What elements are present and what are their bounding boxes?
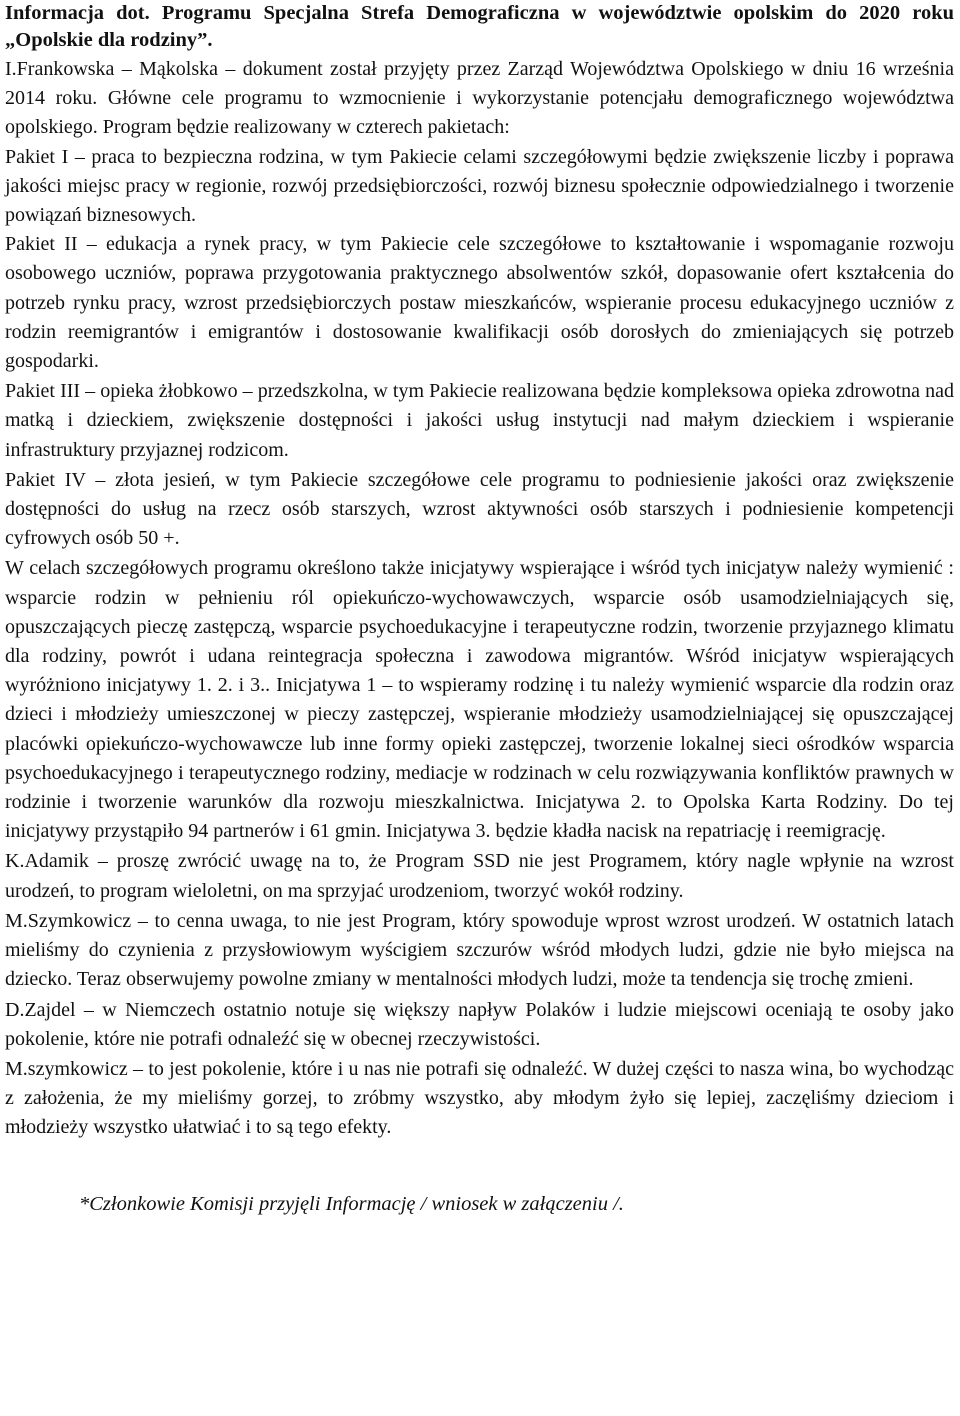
document-heading: Informacja dot. Programu Specjalna Strefa Demograficzna w województwie opolskim do 2020 roku „Opolskie dla rodziny”. [5,2,954,51]
paragraph-adamik: K.Adamik – proszę zwrócić uwagę na to, że Program SSD nie jest Programem, który nagle wpłynie na wzrost urodzeń, to program wieloletni, on ma sprzyjać urodzeniom, tworzyć wokół rodziny. [5,850,954,902]
paragraph-szymkowicz-1: M.Szymkowicz – to cenna uwaga, to nie jest Program, który spowoduje wprost wzrost urodzeń. W ostatnich latach mieliśmy do czynienia z przysłowiowym wyścigiem szczurów wśród młodych ludzi, gdzie nie było miejsca na dziecko. Teraz obserwujemy powolne zmiany w mentalności młodych ludzi, może ta tendencja się trochę zmieni. [5,909,954,991]
paragraph-pakiet-1: Pakiet I – praca to bezpieczna rodzina, w tym Pakiecie celami szczegółowymi będzie zwiększenie liczby i poprawa jakości miejsc pracy w regionie, rozwój przedsiębiorczości, rozwój biznesu społecznie odpowiedzialnego i tworzenie powiązań biznesowych. [5,145,954,227]
paragraph-pakiet-2: Pakiet II – edukacja a rynek pracy, w tym Pakiecie cele szczegółowe to kształtowanie i wspomaganie rozwoju osobowego uczniów, poprawa przygotowania praktycznego absolwentów szkół, dopasowanie ofert kształcenia do potrzeb rynku pracy, wzrost przedsiębiorczych postaw mieszkańców, wspieranie procesu edukacyjnego uczniów z rodzin reemigrantów i emigrantów i dostosowanie kwalifikacji osób dorosłych do zmieniających się potrzeb gospodarki. [5,233,954,373]
paragraph-szymkowicz-2: M.szymkowicz – to jest pokolenie, które i u nas nie potrafi się odnaleźć. W dużej części to nasza wina, bo wychodząc z założenia, że my mieliśmy gorzej, to zróbmy wszystko, aby młodym żyło się lepiej, zaczęliśmy dzieciom i młodzieży wszystko ułatwiać i to są tego efekty. [5,1057,954,1139]
footnote: *Członkowie Komisji przyjęli Informację / wniosek w załączeniu /. [79,1192,624,1215]
paragraph-frankowska: I.Frankowska – Mąkolska – dokument został przyjęty przez Zarząd Województwa Opolskiego w dniu 16 września 2014 roku. Główne cele programu to wzmocnienie i wykorzystanie potencjału demograficznego województwa opolskiego. Program będzie realizowany w czterech pakietach: [5,58,954,139]
paragraph-inicjatywy: W celach szczegółowych programu określono także inicjatywy wspierające i wśród tych inicjatyw należy wymienić : wsparcie rodzin w pełnieniu ról opiekuńczo-wychowawczych, wsparcie osób usamodzielniających się, opuszczających pieczę zastępczą, wsparcie psychoedukacyjne i terapeutyczne rodzin, tworzenie przyjaznego klimatu dla rodziny, powrót i udana reintegracja społeczna i zawodowa migrantów. Wśród inicjatyw wspierających wyróżniono inicjatywy 1. 2. i 3.. Inicjatywa 1 – to wspieramy rodzinę i tu należy wymienić wsparcie dla rodzin oraz dzieci i młodzieży umieszczonej w pieczy zastępczej, wspieranie młodzieży usamodzielniającej się opuszczającej placówki opiekuńczo-wychowawcze lub inne formy opieki zastępczej, tworzenie lokalnej sieci ośrodków wsparcia psychoedukacyjnego i terapeutycznego rodziny, mediacje w rodzinach w celu rozwiązywania konfliktów prawnych w rodzinie i tworzenie warunków dla rozwoju mieszkalnictwa. Inicjatywa 2. to Opolska Karta Rodziny. Do tej inicjatywy przystąpiło 94 partnerów i 61 gmin. Inicjatywa 3. będzie kładła nacisk na repatriację i reemigrację. [5,557,954,843]
paragraph-pakiet-3: Pakiet III – opieka żłobkowo – przedszkolna, w tym Pakiecie realizowana będzie kompleksowa opieka zdrowotna nad matką i dzieckiem, zwiększenie dostępności i jakości usług instytucji nad małym dzieckiem i wspieranie infrastruktury przyjaznej rodzicom. [5,380,954,461]
paragraph-zajdel: D.Zajdel – w Niemczech ostatnio notuje się większy napływ Polaków i ludzie miejscowi oceniają te osoby jako pokolenie, które nie potrafi odnaleźć się w obecnej rzeczywistości. [5,998,954,1050]
paragraph-pakiet-4: Pakiet IV – złota jesień, w tym Pakiecie szczegółowe cele programu to podniesienie jakości oraz zwiększenie dostępności do usług na rzecz osób starszych, wzrost aktywności osób starszych i podniesienie kompetencji cyfrowych osób 50 +. [5,468,954,550]
